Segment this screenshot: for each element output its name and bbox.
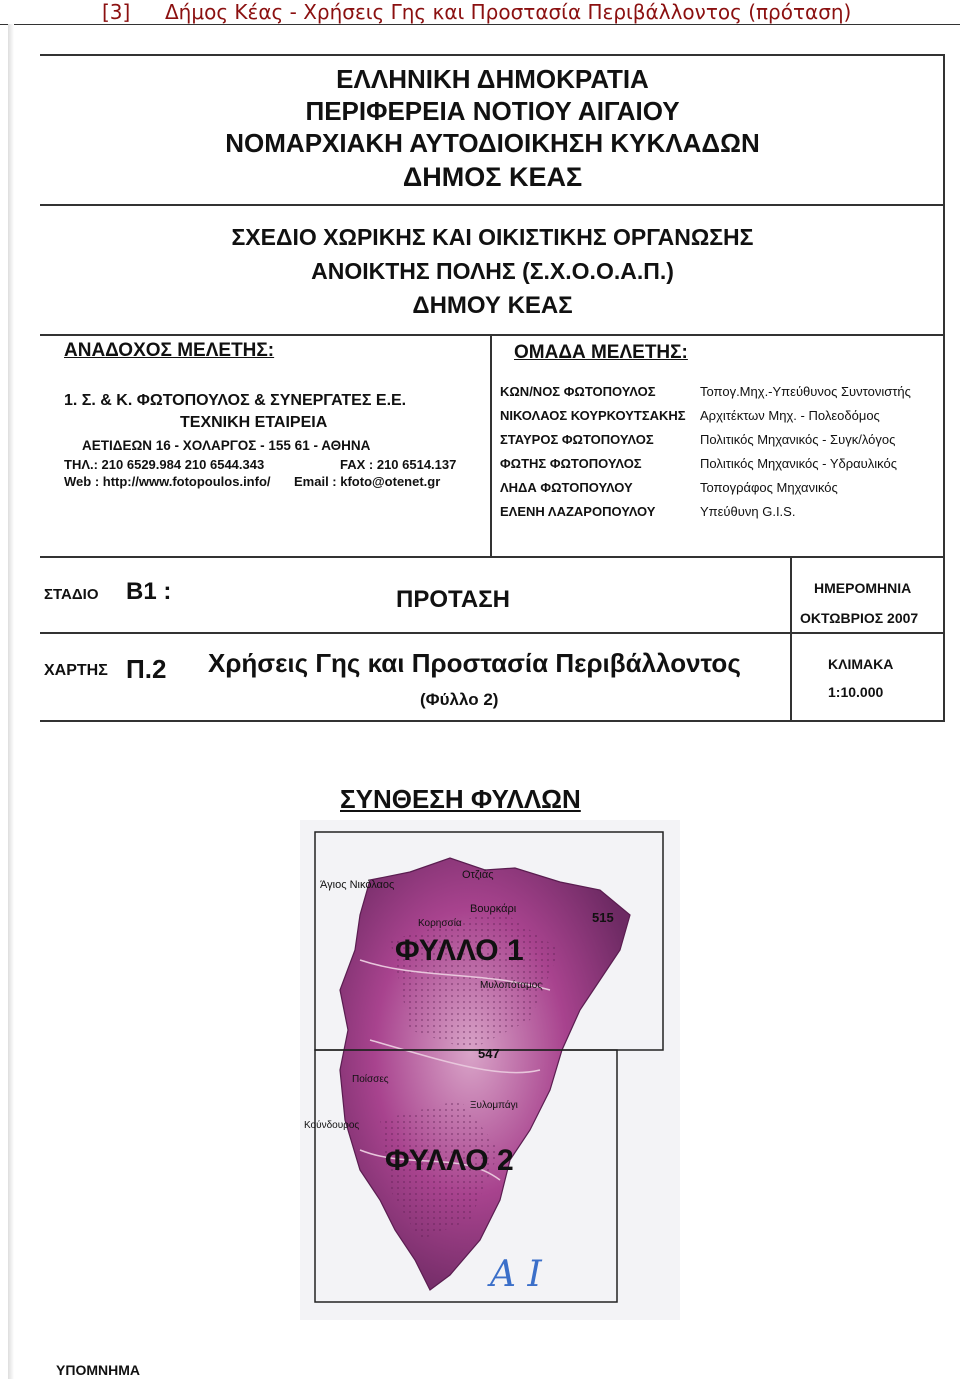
scale-label: ΚΛΙΜΑΚΑ xyxy=(828,656,894,672)
plan-line-1: ΣΧΕΔΙΟ ΧΩΡΙΚΗΣ ΚΑΙ ΟΙΚΙΣΤΙΚΗΣ ΟΡΓΑΝΩΣΗΣ xyxy=(231,224,754,250)
contractor-section xyxy=(40,336,492,558)
stage-code: Β1 : xyxy=(126,578,172,605)
title-block xyxy=(40,54,945,722)
team-member-name: ΝΙΚΟΛΑΟΣ ΚΟΥΡΚΟΥΤΣΑΚΗΣ xyxy=(500,408,686,423)
scale-cell xyxy=(792,634,945,722)
stage-row xyxy=(40,558,792,634)
contractor-email: Email : kfoto@otenet.gr xyxy=(294,474,441,489)
map-code: Π.2 xyxy=(126,654,167,684)
place-milopotamos: Μυλοπόταμος xyxy=(480,980,543,991)
team-member-name: ΛΗΔΑ ΦΩΤΟΠΟΥΛΟΥ xyxy=(500,480,633,495)
authority-line-1: ΕΛΛΗΝΙΚΗ ΔΗΜΟΚΡΑΤΙΑ xyxy=(336,64,649,94)
scan-edge xyxy=(8,24,14,1379)
team-heading: ΟΜΑΔΑ ΜΕΛΕΤΗΣ: xyxy=(514,342,688,363)
composition-heading: ΣΥΝΘΕΣΗ ΦΥΛΛΩΝ xyxy=(340,784,581,814)
team-member-role: Πολιτικός Μηχανικός - Υδραυλικός xyxy=(700,456,897,471)
elevation-547: 547 xyxy=(478,1046,500,1061)
sea-label: Α Ι xyxy=(490,1254,542,1295)
index-map xyxy=(300,820,680,1320)
team-member-role: Αρχιτέκτων Μηχ. - Πολεοδόμος xyxy=(700,408,880,423)
elevation-515: 515 xyxy=(592,910,614,925)
authority-line-4: ΔΗΜΟΣ ΚΕΑΣ xyxy=(402,162,583,192)
place-otzias: Οτζιάς xyxy=(462,869,494,881)
date-cell xyxy=(792,558,945,634)
sheet-2-label: ΦΥΛΛΟ 2 xyxy=(385,1144,514,1177)
place-korissia: Κορησσία xyxy=(418,918,462,929)
team-member-name: ΦΩΤΗΣ ΦΩΤΟΠΟΥΛΟΣ xyxy=(500,456,642,471)
team-section xyxy=(492,336,945,558)
place-agios: Άγιος Νικόλαος xyxy=(320,879,395,891)
stage-label: ΣΤΑΔΙΟ xyxy=(44,586,99,603)
legend-heading: ΥΠΟΜΝΗΜΑ xyxy=(56,1362,140,1378)
sheet-1-label: ΦΥΛΛΟ 1 xyxy=(395,934,524,967)
team-member-name: ΕΛΕΝΗ ΛΑΖΑΡΟΠΟΥΛΟΥ xyxy=(500,504,656,519)
team-member-role: Πολιτικός Μηχανικός - Συγκ/λόγος xyxy=(700,432,896,447)
place-poisses: Ποίσσες xyxy=(352,1074,389,1085)
authority-line-3: ΝΟΜΑΡΧΙΑΚΗ ΑΥΤΟΔΙΟΙΚΗΣΗ ΚΥΚΛΑΔΩΝ xyxy=(225,128,760,158)
caption-title: Δήμος Κέας - Χρήσεις Γης και Προστασία Περιβάλλοντος (πρόταση) xyxy=(165,0,852,24)
map-row xyxy=(40,634,792,722)
team-member-name: ΚΩΝ/ΝΟΣ ΦΩΤΟΠΟΥΛΟΣ xyxy=(500,384,656,399)
contractor-fax: FAX : 210 6514.137 xyxy=(340,457,457,472)
contractor-company: 1. Σ. & Κ. ΦΩΤΟΠΟΥΛΟΣ & ΣΥΝΕΡΓΑΤΕΣ Ε.Ε. xyxy=(64,392,407,409)
stage-value: ΠΡΟΤΑΣΗ xyxy=(396,586,510,613)
scale-value: 1:10.000 xyxy=(828,684,884,700)
team-member-role: Τοπογράφος Μηχανικός xyxy=(700,480,838,495)
map-title: Χρήσεις Γης και Προστασία Περιβάλλοντος xyxy=(208,648,741,678)
authority-section xyxy=(40,54,945,206)
plan-section xyxy=(40,206,945,336)
map-subtitle: (Φύλλο 2) xyxy=(420,690,499,709)
plan-line-2: ΑΝΟΙΚΤΗΣ ΠΟΛΗΣ (Σ.Χ.Ο.Ο.Α.Π.) xyxy=(311,258,674,284)
date-label: ΗΜΕΡΟΜΗΝΙΑ xyxy=(814,580,912,596)
place-ksylom: Ξυλομπάγι xyxy=(470,1100,518,1111)
date-value: ΟΚΤΩΒΡΙΟΣ 2007 xyxy=(800,610,919,626)
team-member-role: Υπεύθυνη G.I.S. xyxy=(700,504,796,519)
map-label: ΧΑΡΤΗΣ xyxy=(44,662,108,679)
contractor-phone: ΤΗΛ.: 210 6529.984 210 6544.343 xyxy=(64,457,265,472)
contractor-web: Web : http://www.fotopoulos.info/ xyxy=(64,474,271,489)
contractor-heading: ΑΝΑΔΟΧΟΣ ΜΕΛΕΤΗΣ: xyxy=(64,340,275,361)
place-koundouros: Κούνδουρος xyxy=(304,1120,360,1131)
document-caption xyxy=(0,0,960,25)
plan-line-3: ΔΗΜΟΥ ΚΕΑΣ xyxy=(412,292,573,319)
place-voukari: Βουρκάρι xyxy=(470,903,517,915)
authority-line-2: ΠΕΡΙΦΕΡΕΙΑ ΝΟΤΙΟΥ ΑΙΓΑΙΟΥ xyxy=(305,96,680,126)
contractor-address: ΑΕΤΙΔΕΩΝ 16 - ΧΟΛΑΡΓΟΣ - 155 61 - ΑΘΗΝΑ xyxy=(82,438,371,453)
team-member-role: Τοπογ.Μηχ.-Υπεύθυνος Συντονιστής xyxy=(700,384,911,399)
contractor-type: ΤΕΧΝΙΚΗ ΕΤΑΙΡΕΙΑ xyxy=(180,414,328,431)
team-member-name: ΣΤΑΥΡΟΣ ΦΩΤΟΠΟΥΛΟΣ xyxy=(500,432,654,447)
caption-number: [3] xyxy=(102,0,131,24)
